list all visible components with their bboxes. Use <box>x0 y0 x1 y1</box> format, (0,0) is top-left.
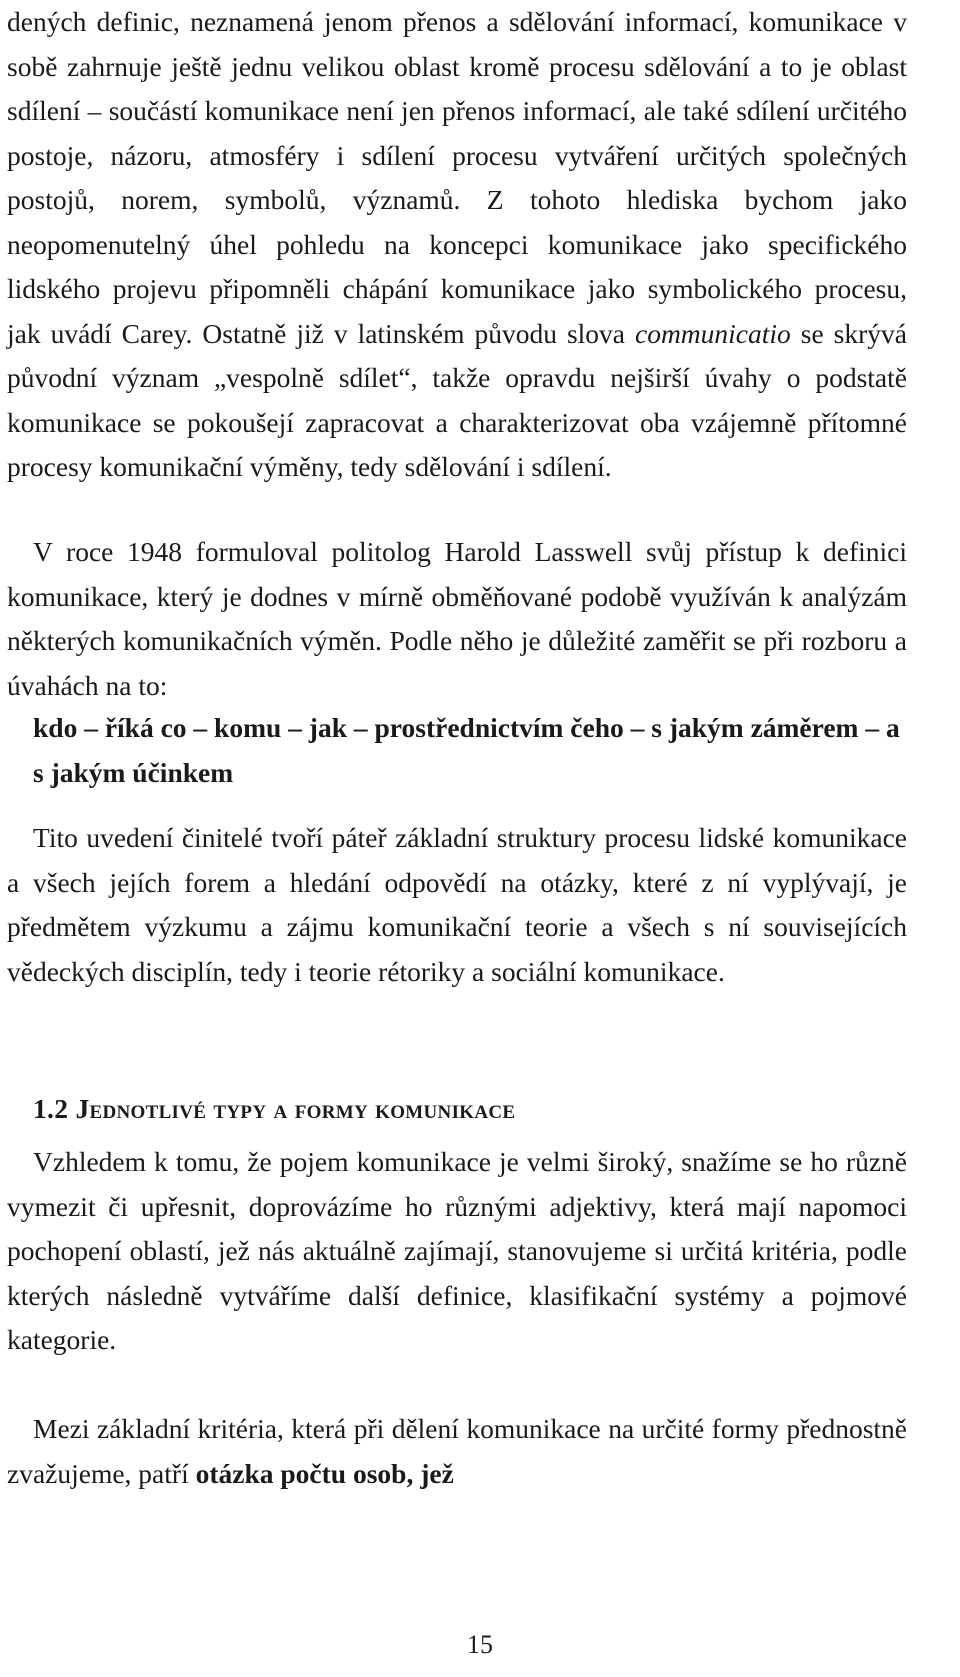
paragraph-1-italic-term: communicatio <box>634 317 791 349</box>
section-title: Jednotlivé typy a formy komunikace <box>75 1092 516 1124</box>
lasswell-formula: kdo – říká co – komu – jak – prostřednictvím čeho – s jakým záměrem – a s jakým účinkem <box>33 712 900 788</box>
paragraph-3: Tito uvedení činitelé tvoří páteř základní struktury procesu lidské komunikace a všech jejích forem a hledání odpovědí na otázky, které z ní vyplývají, je předmětem výzkumu a zájmu komunikační teorie a všech s ní souvisejících vědeckých disciplín, tedy i teorie rétoriky a sociální komunikace. <box>7 822 907 987</box>
paragraph-5 <box>7 1407 907 1496</box>
paragraph-2: V roce 1948 formuloval politolog Harold Lasswell svůj přístup k definici komunikace, který je dodnes v mírně obměňované podobě využíván k analýzám některých komunikačních výměn. Podle něho je důležité zaměřit se při rozboru a úvahách na to: <box>7 536 907 701</box>
page-number: 15 <box>467 1630 493 1659</box>
paragraph-1-text-a: dených definic, neznamená jenom přenos a sdělování informací, komunikace v sobě zahrnuje ještě jednu velikou oblast kromě procesu sdělování a to je oblast sdílení – součástí komunikace není jen přenos informací, ale také sdílení určitého postoje, názoru, atmosféry i sdílení procesu vytváření určitých společných postojů, norem, symbolů, významů. Z tohoto hlediska bychom jako neopomenutelný úhel pohledu na koncepci komunikace jako specifického lidského projevu připomněli chápání komunikace jako symbolického procesu, jak uvádí Carey. Ostatně již v latinském původu slova <box>7 6 907 349</box>
paragraph-5-text: Mezi základní kritéria, která při dělení komunikace na určité formy přednostně zvažujeme, patří <box>7 1413 907 1489</box>
paragraph-5-bold-text: otázka počtu osob, jež <box>195 1457 454 1489</box>
section-heading <box>33 1087 515 1132</box>
paragraph-1-text-b: se skrývá původní význam „vespolně sdílet“, takže opravdu nejširší úvahy o podstatě komunikace se pokoušejí zapracovat a charakterizovat oba vzájemně přítomné procesy komunikační výměny, tedy sdělování i sdílení. <box>7 317 907 482</box>
paragraph-4: Vzhledem k tomu, že pojem komunikace je velmi široký, snažíme se ho různě vymezit či upřesnit, doprovázíme ho různými adjektivy, která mají napomoci pochopení oblastí, jež nás aktuálně zajímají, stanovujeme si určitá kritéria, podle kterých následně vytváříme další definice, klasifikační systémy a pojmové kategorie. <box>7 1146 907 1355</box>
paragraph-1 <box>7 0 907 490</box>
section-number: 1.2 <box>33 1092 69 1124</box>
